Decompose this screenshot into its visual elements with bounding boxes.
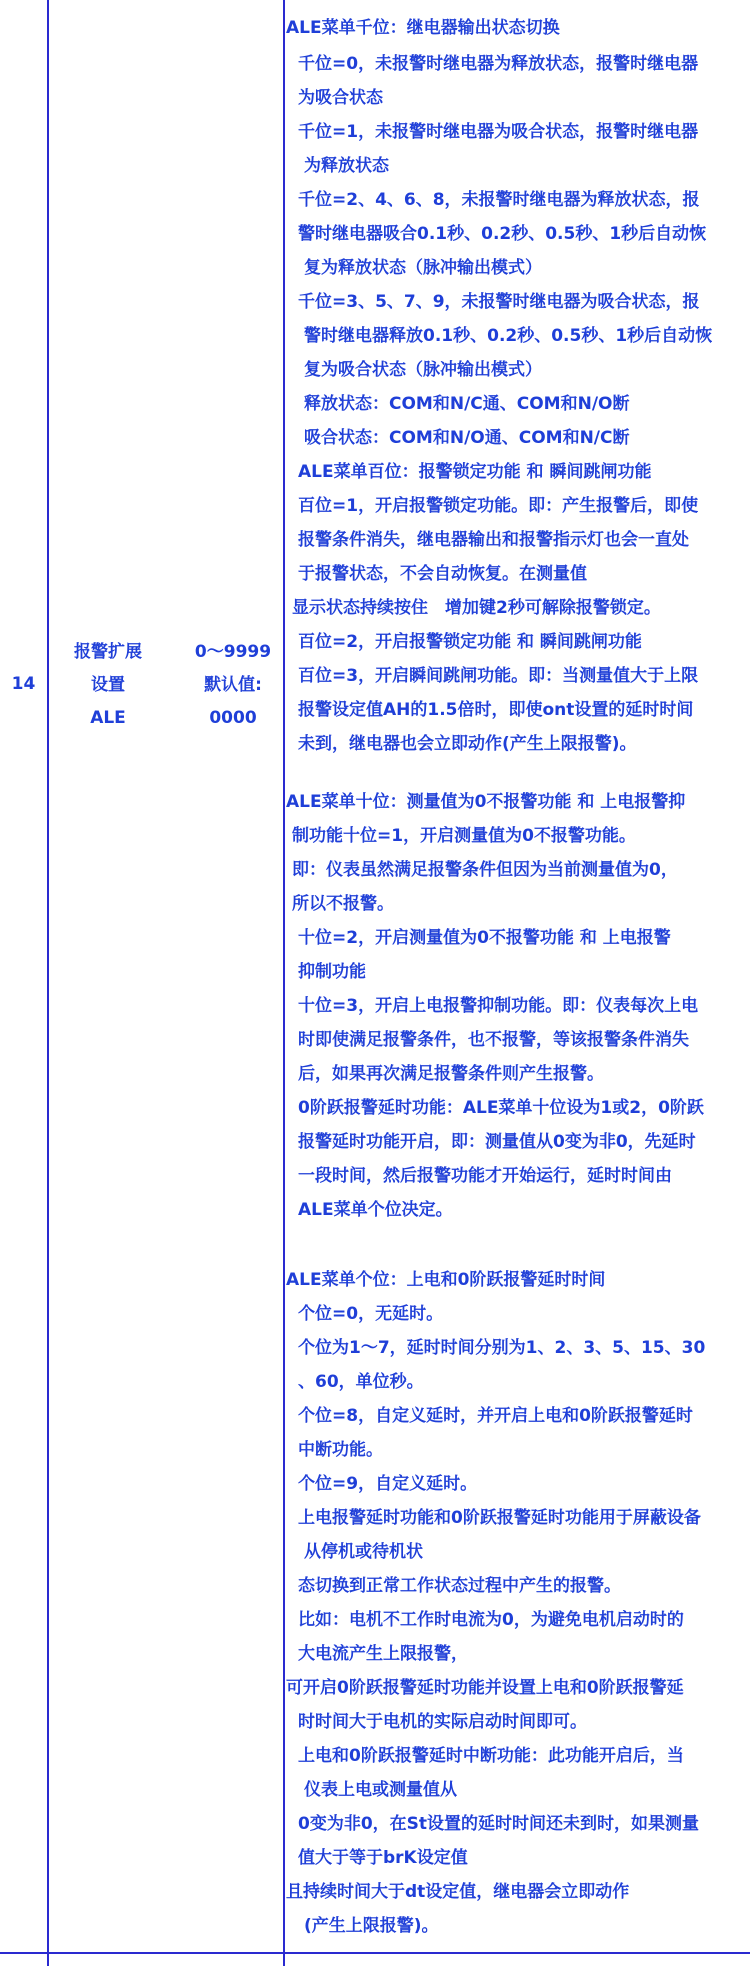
desc-line: 从停机或待机状 — [304, 1542, 423, 1562]
table-border-left-divider — [47, 0, 49, 1966]
desc-line: 于报警状态，不会自动恢复。在测量值 — [298, 564, 587, 584]
desc-line: 态切换到正常工作状态过程中产生的报警。 — [298, 1576, 621, 1596]
desc-line: 报警设定值AH的1.5倍时，即使ont设置的延时时间 — [298, 700, 694, 720]
desc-line: 大电流产生上限报警， — [298, 1644, 468, 1664]
desc-line: 未到，继电器也会立即动作(产生上限报警)。 — [298, 734, 637, 754]
desc-line: 个位=0，无延时。 — [298, 1304, 444, 1324]
desc-line: 可开启0阶跃报警延时功能并设置上电和0阶跃报警延 — [286, 1678, 684, 1698]
desc-line: 上电和0阶跃报警延时中断功能：此功能开启后，当 — [298, 1746, 684, 1766]
parameter-name-line-1: 报警扩展 — [74, 642, 142, 662]
desc-line: 0变为非0，在St设置的延时时间还未到时，如果测量 — [298, 1814, 700, 1834]
desc-line: 个位=9，自定义延时。 — [298, 1474, 478, 1494]
parameter-name-cell — [58, 636, 158, 735]
desc-line: 千位=1，未报警时继电器为吸合状态，报警时继电器 — [298, 122, 699, 142]
desc-line: 上电报警延时功能和0阶跃报警延时功能用于屏蔽设备 — [298, 1508, 701, 1528]
desc-line: 且持续时间大于dt设定值，继电器会立即动作 — [286, 1882, 630, 1902]
desc-line: ALE菜单个位决定。 — [298, 1200, 453, 1220]
desc-line: 、60，单位秒。 — [298, 1372, 424, 1392]
parameter-name-line-2: 设置 — [91, 675, 125, 695]
parameter-range-cell — [183, 636, 283, 735]
range-value: 0～9999 — [194, 642, 272, 662]
desc-line: 警时继电器释放0.1秒、0.2秒、0.5秒、1秒后自动恢 — [304, 326, 713, 346]
desc-line: 百位=2，开启报警锁定功能 和 瞬间跳闸功能 — [298, 632, 642, 652]
desc-line: 即：仪表虽然满足报警条件但因为当前测量值为0， — [292, 860, 678, 880]
desc-line: 显示状态持续按住 增加键2秒可解除报警锁定。 — [292, 598, 661, 618]
desc-line: 复为吸合状态（脉冲输出模式） — [304, 360, 542, 380]
desc-line: 千位=0，未报警时继电器为释放状态，报警时继电器 — [298, 54, 699, 74]
table-border-right-divider — [283, 0, 285, 1966]
desc-line: 时即使满足报警条件，也不报警，等该报警条件消失 — [298, 1030, 689, 1050]
desc-line: 千位=3、5、7、9，未报警时继电器为吸合状态，报 — [298, 292, 700, 312]
desc-line: 比如：电机不工作时电流为0，为避免电机启动时的 — [298, 1610, 684, 1630]
desc-line: 十位=2，开启测量值为0不报警功能 和 上电报警 — [298, 928, 671, 948]
row-number: 14 — [11, 674, 36, 694]
desc-line: 一段时间，然后报警功能才开始运行，延时时间由 — [298, 1166, 672, 1186]
desc-line: 吸合状态：COM和N/O通、COM和N/C断 — [304, 428, 630, 448]
desc-line: 个位=8，自定义延时，并开启上电和0阶跃报警延时 — [298, 1406, 693, 1426]
desc-line: 为释放状态 — [304, 156, 389, 176]
desc-line: 制功能十位=1，开启测量值为0不报警功能。 — [292, 826, 636, 846]
desc-line: 十位=3，开启上电报警抑制功能。即：仪表每次上电 — [298, 996, 699, 1016]
desc-line: 后，如果再次满足报警条件则产生报警。 — [298, 1064, 604, 1084]
desc-line: 百位=3，开启瞬间跳闸功能。即：当测量值大于上限 — [298, 666, 699, 686]
table-row-bottom-border — [0, 1952, 750, 1954]
desc-line: ALE菜单个位：上电和0阶跃报警延时时间 — [286, 1270, 606, 1290]
desc-line: ALE菜单千位：继电器输出状态切换 — [286, 18, 560, 38]
desc-line: 复为释放状态（脉冲输出模式） — [304, 258, 542, 278]
parameter-name-line-3: ALE — [90, 708, 126, 728]
desc-line: 时时间大于电机的实际启动时间即可。 — [298, 1712, 587, 1732]
desc-line: ALE菜单百位：报警锁定功能 和 瞬间跳闸功能 — [298, 462, 652, 482]
desc-line: 报警条件消失，继电器输出和报警指示灯也会一直处 — [298, 530, 689, 550]
desc-line: 仪表上电或测量值从 — [304, 1780, 457, 1800]
desc-line: (产生上限报警)。 — [304, 1916, 439, 1936]
desc-line: 抑制功能 — [298, 962, 366, 982]
desc-line: ALE菜单十位：测量值为0不报警功能 和 上电报警抑 — [286, 792, 686, 812]
desc-line: 千位=2、4、6、8，未报警时继电器为释放状态，报 — [298, 190, 700, 210]
desc-line: 0阶跃报警延时功能：ALE菜单十位设为1或2，0阶跃 — [298, 1098, 704, 1118]
desc-line: 所以不报警。 — [292, 894, 394, 914]
desc-line: 值大于等于brK设定值 — [298, 1848, 468, 1868]
desc-line: 释放状态：COM和N/C通、COM和N/O断 — [304, 394, 630, 414]
desc-line: 警时继电器吸合0.1秒、0.2秒、0.5秒、1秒后自动恢 — [298, 224, 707, 244]
desc-line: 个位为1～7，延时时间分别为1、2、3、5、15、30 — [298, 1338, 706, 1358]
desc-line: 百位=1，开启报警锁定功能。即：产生报警后，即使 — [298, 496, 699, 516]
desc-line: 为吸合状态 — [298, 88, 383, 108]
default-label: 默认值: — [204, 675, 262, 695]
default-value: 0000 — [209, 708, 257, 728]
desc-line: 中断功能。 — [298, 1440, 383, 1460]
desc-line: 报警延时功能开启，即：测量值从0变为非0，先延时 — [298, 1132, 696, 1152]
